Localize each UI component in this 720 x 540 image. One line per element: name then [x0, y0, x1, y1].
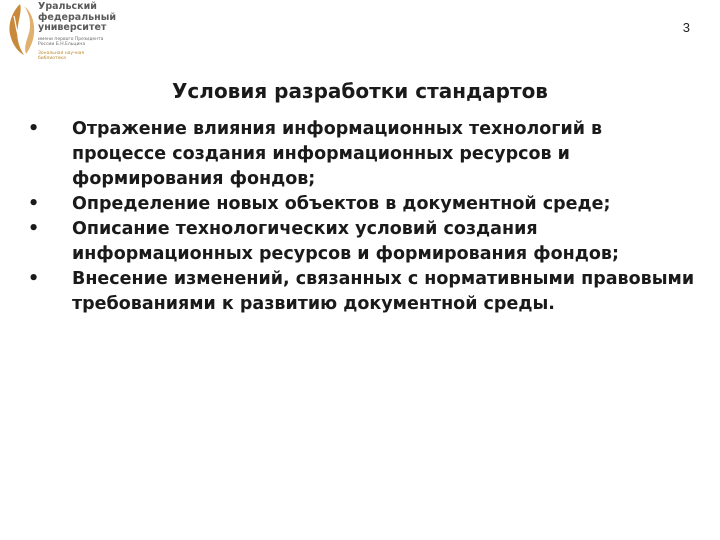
bullet-marker: •	[28, 219, 40, 239]
slide-title: Условия разработки стандартов	[172, 79, 548, 103]
bullet-item	[28, 117, 698, 192]
logo-university-name: Уральский федеральный университет	[38, 1, 116, 33]
bullet-marker: •	[28, 194, 40, 214]
bullet-marker: •	[28, 119, 40, 139]
bullet-text: Отражение влияния информационных технологий в процессе создания информационных ресурсов и формирования фондов;	[72, 119, 603, 189]
logo-text	[38, 2, 124, 62]
bullet-text: Внесение изменений, связанных с нормативными правовыми требованиями к развитию документной среды.	[72, 269, 695, 314]
bullet-text: Определение новых объектов в документной среде;	[72, 194, 611, 214]
bullet-item	[28, 217, 698, 267]
logo-subtitle: имени первого Президента России Б.Н.Ельцина	[38, 36, 104, 47]
bullet-marker: •	[28, 269, 40, 289]
logo-library-name: Зональная научная библиотека	[38, 50, 85, 61]
university-logo	[4, 2, 124, 64]
bullet-item	[28, 192, 698, 217]
university-emblem-icon	[4, 2, 36, 56]
page-number: 3	[682, 20, 690, 35]
bullet-list	[28, 117, 698, 317]
bullet-text: Описание технологических условий создания информационных ресурсов и формирования фондов;	[72, 219, 619, 264]
bullet-item	[28, 267, 698, 317]
